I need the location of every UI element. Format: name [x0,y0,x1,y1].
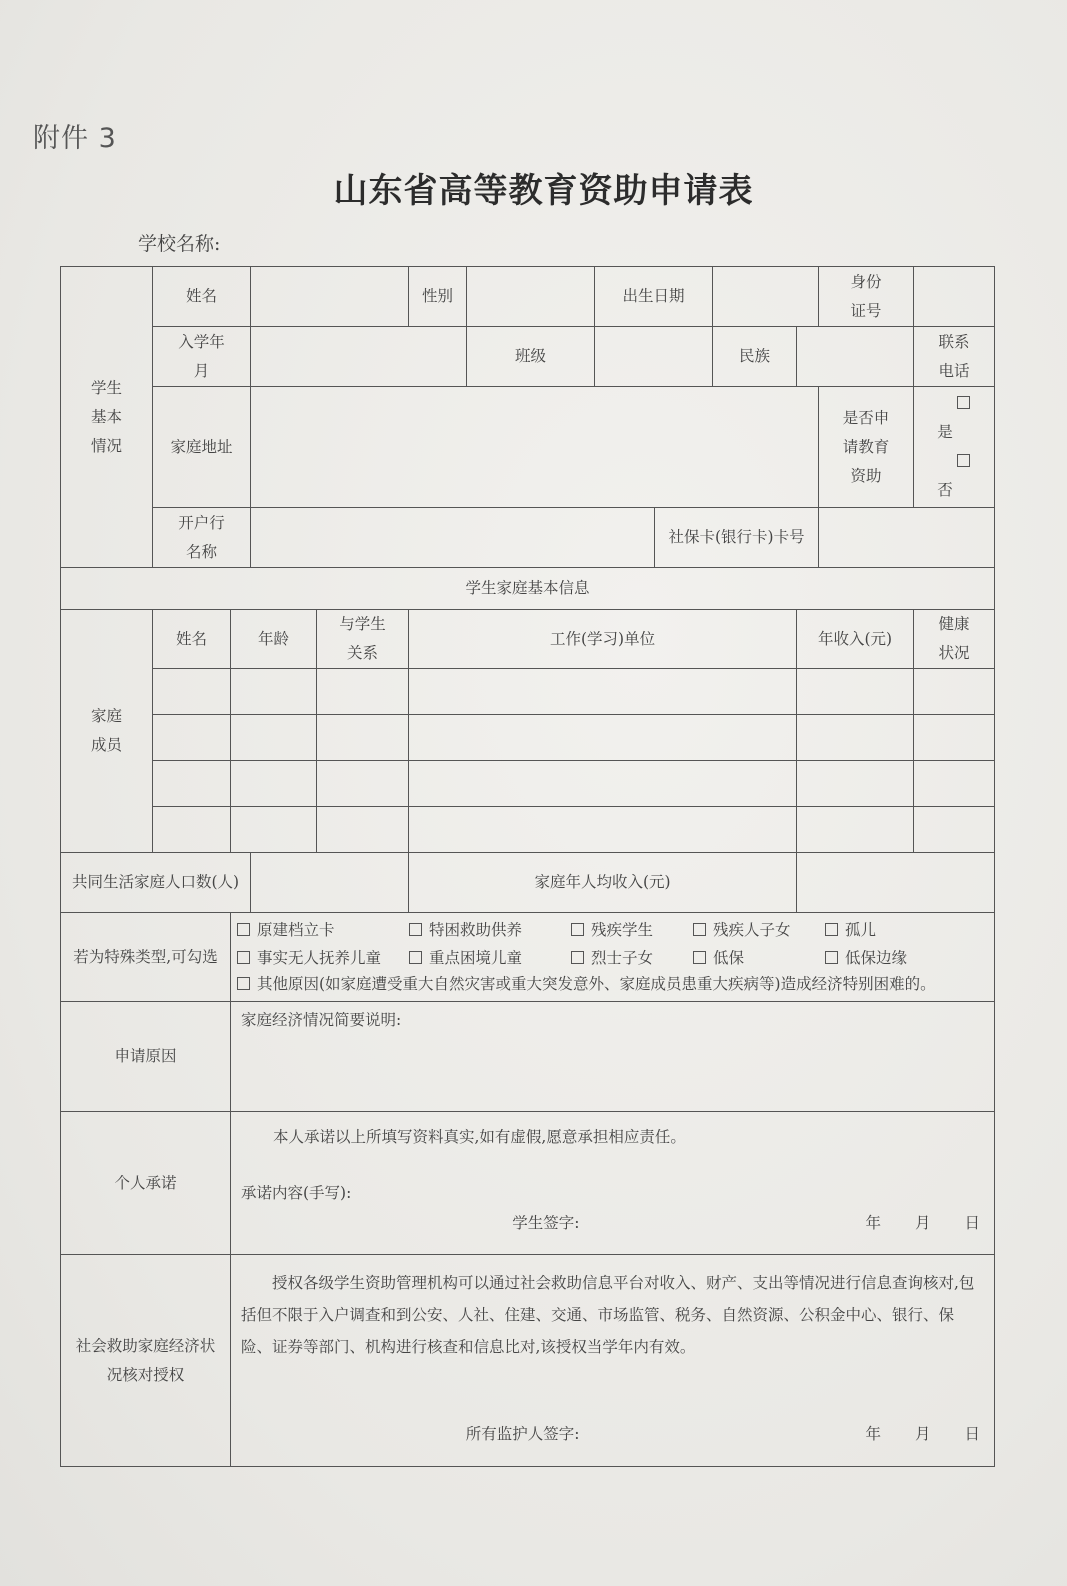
enroll-label: 入学年月 [153,327,251,387]
member-workplace[interactable] [409,807,797,853]
student-sign-label: 学生签字: [512,1214,580,1232]
special-option-label: 烈士子女 [591,949,654,967]
col-health: 健康状况 [914,610,995,669]
col-name: 姓名 [153,610,231,669]
special-option-label: 残疾学生 [591,921,654,939]
no-option[interactable]: 否 [919,452,987,499]
member-workplace[interactable] [409,761,797,807]
auth-text: 授权各级学生资助管理机构可以通过社会救助信息平台对收入、财产、支出等情况进行信息查询核对,包括但不限于入户调查和到公安、人社、住建、交通、市场监管、税务、自然资源、公积金中心、银行、保险、证券等部门、机构进行核查和信息比对,该授权当学年内有效。 [241,1274,975,1356]
member-age[interactable] [231,715,317,761]
checkbox[interactable] [237,923,250,936]
auth-field[interactable] [231,1255,995,1467]
special-option[interactable] [571,945,693,971]
special-option-label: 原建档立卡 [257,921,335,939]
member-name[interactable] [153,669,231,715]
member-relation[interactable] [317,807,409,853]
member-health[interactable] [914,807,995,853]
gender-field[interactable] [467,267,595,327]
bank-label: 开户行名称 [153,508,251,568]
special-option[interactable] [409,945,571,971]
member-age[interactable] [231,669,317,715]
auth-label: 社会救助家庭经济状况核对授权 [61,1255,231,1467]
special-type-options [231,913,995,1002]
id-field[interactable] [914,267,995,327]
member-age[interactable] [231,761,317,807]
pledge-content-label: 承诺内容(手写): [241,1184,352,1202]
pledge-label: 个人承诺 [61,1112,231,1255]
class-label: 班级 [467,327,595,387]
special-option-label: 残疾人子女 [713,921,791,939]
special-option-label: 特困救助供养 [429,921,523,939]
form-title: 山东省高等教育资助申请表 [333,171,754,211]
special-option[interactable] [237,917,409,943]
member-health[interactable] [914,669,995,715]
col-income: 年收入(元) [797,610,914,669]
checkbox[interactable] [825,923,838,936]
special-type-label: 若为特殊类型,可勾选 [61,913,231,1002]
special-option-label: 低保边缘 [845,949,908,967]
yes-option[interactable]: 是 [919,394,987,441]
member-name[interactable] [153,761,231,807]
special-option[interactable] [693,945,825,971]
enroll-field[interactable] [251,327,467,387]
member-relation[interactable] [317,669,409,715]
avg-income-label: 家庭年人均收入(元) [409,853,797,913]
name-field[interactable] [251,267,409,327]
col-workplace: 工作(学习)单位 [409,610,797,669]
bank-field[interactable] [251,508,655,568]
family-header: 学生家庭基本信息 [61,568,995,610]
checkbox[interactable] [571,951,584,964]
ethnic-label: 民族 [713,327,797,387]
special-option[interactable] [409,917,571,943]
member-health[interactable] [914,761,995,807]
member-income[interactable] [797,715,914,761]
checkbox[interactable] [237,951,250,964]
special-other-option[interactable] [231,971,994,1001]
member-relation[interactable] [317,715,409,761]
ethnic-field[interactable] [797,327,914,387]
special-checkbox-grid [231,913,994,971]
birth-field[interactable] [713,267,819,327]
family-row [61,669,995,715]
family-row [61,807,995,853]
basic-section-label: 学生基本情况 [61,267,153,568]
member-health[interactable] [914,715,995,761]
birth-label: 出生日期 [595,267,713,327]
checkbox[interactable] [693,923,706,936]
special-option-label: 低保 [713,949,745,967]
reason-label: 申请原因 [61,1002,231,1112]
address-field[interactable] [251,387,819,508]
member-relation[interactable] [317,761,409,807]
no-checkbox[interactable] [957,454,970,467]
member-name[interactable] [153,807,231,853]
special-option-label: 孤儿 [845,921,877,939]
avg-income-field[interactable] [797,853,995,913]
checkbox[interactable] [409,951,422,964]
pledge-field[interactable] [231,1112,995,1255]
member-income[interactable] [797,807,914,853]
member-name[interactable] [153,715,231,761]
attachment-label: 附件 3 [33,123,117,154]
checkbox[interactable] [825,951,838,964]
apply-question-label: 是否申请教育资助 [819,387,914,508]
phone-label: 联系电话 [914,327,995,387]
class-field[interactable] [595,327,713,387]
application-form-table [60,266,995,1467]
name-label: 姓名 [153,267,251,327]
pledge-date[interactable]: 年 月 日 [865,1214,981,1232]
family-row [61,715,995,761]
id-label: 身份证号 [819,267,914,327]
gender-label: 性别 [409,267,467,327]
auth-date[interactable]: 年 月 日 [865,1425,981,1443]
apply-choice[interactable] [914,387,995,508]
member-workplace[interactable] [409,669,797,715]
special-option[interactable] [237,945,409,971]
pledge-text: 本人承诺以上所填写资料真实,如有虚假,愿意承担相应责任。 [273,1128,686,1146]
special-option-label: 重点困境儿童 [429,949,523,967]
reason-field[interactable] [231,1002,995,1112]
col-relation: 与学生关系 [317,610,409,669]
guardian-sign-label: 所有监护人签字: [465,1425,580,1443]
member-workplace[interactable] [409,715,797,761]
special-option[interactable] [571,917,693,943]
card-label: 社保卡(银行卡)卡号 [655,508,819,568]
checkbox[interactable] [693,951,706,964]
address-label: 家庭地址 [153,387,251,508]
school-name-label: 学校名称: [138,233,221,255]
checkbox[interactable] [571,923,584,936]
special-option[interactable] [825,917,975,943]
household-size-field[interactable] [251,853,409,913]
special-option-label: 事实无人抚养儿童 [257,949,382,967]
reason-desc-label: 家庭经济情况简要说明: [241,1011,402,1029]
household-size-label: 共同生活家庭人口数(人) [61,853,251,913]
family-members-label: 家庭成员 [61,610,153,853]
other-checkbox[interactable] [237,977,250,990]
member-age[interactable] [231,807,317,853]
checkbox[interactable] [409,923,422,936]
yes-checkbox[interactable] [957,396,970,409]
other-option-label: 其他原因(如家庭遭受重大自然灾害或重大突发意外、家庭成员患重大疾病等)造成经济特别困难的。 [257,975,936,993]
member-income[interactable] [797,669,914,715]
card-field[interactable] [819,508,995,568]
special-option[interactable] [693,917,825,943]
special-option[interactable] [825,945,975,971]
member-income[interactable] [797,761,914,807]
family-row [61,761,995,807]
col-age: 年龄 [231,610,317,669]
